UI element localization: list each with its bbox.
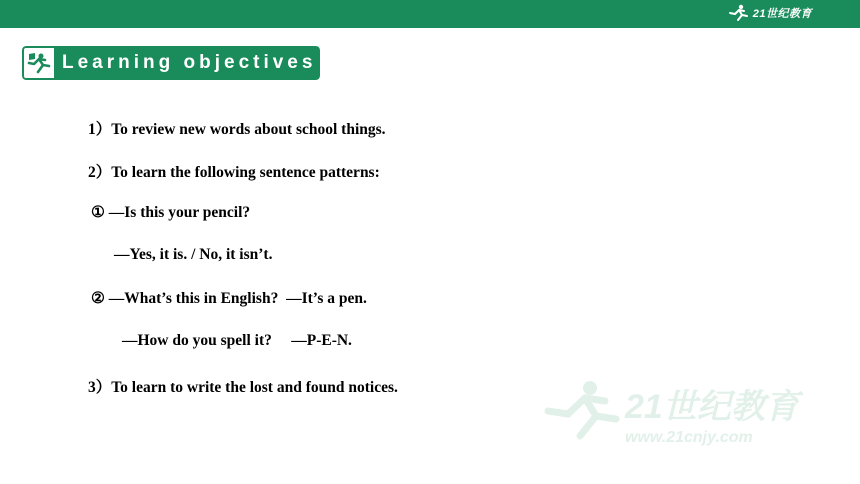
watermark-brand-text: 21世纪教育 xyxy=(625,388,799,426)
watermark-logo xyxy=(530,378,820,453)
pattern-line-3: ② —What’s this in English? —It’s a pen. xyxy=(91,290,367,307)
objective-line-3: 3）To learn to write the lost and found notices. xyxy=(88,379,398,396)
pattern-line-2: —Yes, it is. / No, it isn’t. xyxy=(114,246,273,263)
top-banner xyxy=(0,0,860,28)
runner-flag-icon xyxy=(26,51,52,75)
section-title: Learning objectives xyxy=(56,46,320,80)
runner-icon xyxy=(728,4,750,22)
objective-line-2: 2）To learn the following sentence patterns: xyxy=(88,164,380,181)
section-icon xyxy=(22,46,56,80)
brand-logo-text: 21世纪教育 xyxy=(752,8,812,20)
pattern-line-4: —How do you spell it? —P-E-N. xyxy=(122,332,352,349)
pattern-line-1: ① —Is this your pencil? xyxy=(91,204,251,221)
watermark-url-text: www.21cnjy.com xyxy=(625,429,753,446)
brand-logo xyxy=(728,4,812,22)
watermark-runner-icon xyxy=(530,378,820,448)
objective-line-1: 1）To review new words about school things. xyxy=(88,121,386,138)
section-header xyxy=(22,46,320,80)
